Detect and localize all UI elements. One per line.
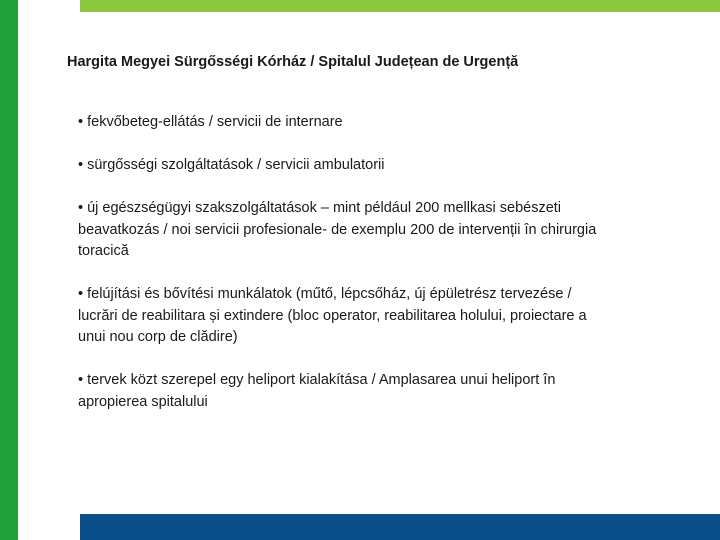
top-accent-bar bbox=[80, 0, 720, 12]
bullet-item-inpatient: • fekvőbeteg-ellátás / servicii de internare bbox=[78, 114, 343, 130]
bullet-item-heliport: • tervek közt szerepel egy heliport kialakítása / Amplasarea unui heliport în apropierea spitalului bbox=[78, 372, 556, 410]
bullet-item-renovation: • felújítási és bővítési munkálatok (műtő, lépcsőház, új épületrész tervezése / lucrări de reabilitara și extindere (bloc operator, reabilitarea holului, proiectare a unui nou corp de clădire) bbox=[78, 286, 587, 345]
slide-title: Hargita Megyei Sürgősségi Kórház / Spitalul Județean de Urgență bbox=[67, 54, 519, 70]
bullet-item-new-services: • új egészségügyi szakszolgáltatások – mint például 200 mellkasi sebészeti beavatkozás / noi servicii profesionale- de exemplu 200 de intervenții în chirurgia toracică bbox=[78, 200, 597, 259]
bottom-accent-bar bbox=[80, 514, 720, 540]
bullet-item-emergency: • sürgősségi szolgáltatások / servicii ambulatorii bbox=[78, 157, 385, 173]
left-accent-bar bbox=[0, 0, 18, 540]
bullet-list bbox=[78, 112, 598, 435]
